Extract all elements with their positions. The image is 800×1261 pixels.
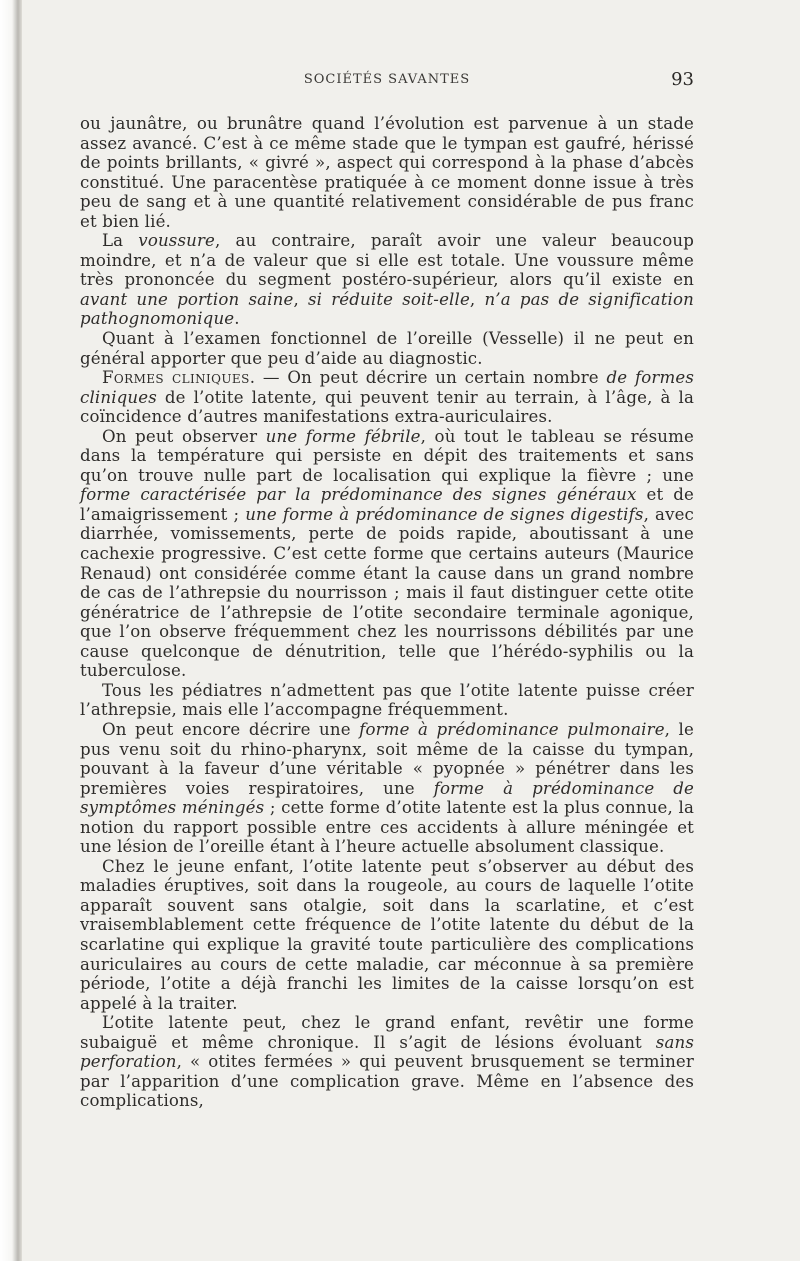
- italic-text: voussure: [138, 231, 216, 251]
- running-title: SOCIÉTÉS SAVANTES: [303, 72, 471, 87]
- text-run: .: [234, 309, 240, 329]
- italic-text: forme à prédominance de symptômes méningés: [80, 778, 695, 818]
- text-run: , au contraire, paraît avoir une valeur beaucoup moindre, et n’a de valeur que si elle est totale. Une voussure même très prononcée du segment postéro-supérieur, alors qu’il existe en: [80, 231, 694, 290]
- text-run: , avec diarrhée, vomissements, perte de poids rapide, aboutissant à une cachexie progressive. C’est cette forme que certains auteurs (Maurice Renaud) ont considérée comme étant la cause dans un grand nombre de cas de l’athrepsie du nourrisson ; mais il faut distinguer cette otite génératrice de l’athrepsie de l’otite secondaire terminale agonique, que l’on observe fréquemment chez les nourrissons débilités par une cause quelconque de dénutrition, telle que l’hérédo-syphilis ou la tuberculose.: [80, 504, 695, 681]
- section-heading-smallcaps: Formes cliniques: [102, 368, 250, 388]
- paragraph-p5: [80, 427, 694, 681]
- paragraph-p2: [80, 231, 694, 329]
- italic-text: une forme à prédominance de signes digestifs: [245, 504, 644, 524]
- text-run: On peut observer: [102, 426, 266, 446]
- paragraph-p8: [80, 857, 694, 1013]
- text-run: La: [102, 231, 139, 251]
- paragraph-p6: [80, 681, 694, 720]
- italic-text: si réduite soit-elle: [307, 289, 470, 309]
- text-run: On peut encore décrire une: [102, 719, 360, 739]
- text-run: , où tout le tableau se résume dans la température qui persiste en dépit des traitements et sans qu’on trouve nulle part de localisation qui explique la fièvre ; une: [80, 426, 694, 485]
- text-run: . — On peut décrire un certain nombre: [249, 368, 607, 388]
- paragraph-p4: [80, 368, 694, 427]
- italic-text: avant une portion saine: [80, 289, 294, 309]
- italic-text: forme caractérisée par la prédominance des signes généraux: [80, 485, 637, 505]
- text-run: L’otite latente peut, chez le grand enfant, revêtir une forme subaiguë et même chronique. Il s’agit de lésions évoluant: [80, 1013, 694, 1052]
- text-run: et de l’amaigrissement ;: [80, 485, 694, 524]
- paragraph-p3: [80, 329, 694, 368]
- body-text: [80, 114, 694, 1111]
- page-number: 93: [671, 69, 694, 90]
- text-run: ; cette forme d’otite latente est la plus connue, la notion du rapport possible entre ces accidents à allure méningée et une lésion de l’oreille étant à l’heure actuelle absolument classique.: [80, 798, 694, 857]
- text-run: Tous les pédiatres n’admettent pas que l’otite latente puisse créer l’athrepsie, mais elle l’accompagne fréquemment.: [80, 680, 694, 720]
- italic-text: n’a pas de signification pathognomonique: [80, 289, 694, 329]
- italic-text: une forme fébrile: [265, 426, 421, 446]
- text-run: , « otites fermées » qui peuvent brusquement se terminer par l’apparition d’une complication grave. Même en l’absence des complications,: [80, 1052, 694, 1111]
- text-run: Chez le jeune enfant, l’otite latente peut s’observer au début des maladies éruptives, soit dans la rougeole, au cours de laquelle l’otite apparaît souvent sans otalgie, soit dans la scarlatine, et c’est vraisemblablement cette fréquence de l’otite latente du début de la scarlatine qui explique la gravité toute particulière des complications auriculaires au cours de cette maladie, car méconnue à sa première période, l’otite a déjà franchi les limites de la caisse lorsqu’on est appelé à la traiter.: [80, 856, 694, 1013]
- italic-text: sans perforation: [80, 1032, 694, 1072]
- text-run: de l’otite latente, qui peuvent tenir au terrain, à l’âge, à la coïncidence d’autres manifestations extra-auriculaires.: [80, 387, 694, 427]
- paragraph-p7: [80, 720, 694, 857]
- text-run: , le pus venu soit du rhino-pharynx, soit même de la caisse du tympan, pouvant à la faveur d’une véritable « pyopnée » pénétrer dans les premières voies respiratoires, une: [80, 719, 694, 798]
- text-run: ,: [293, 289, 308, 309]
- text-run: Quant à l’examen fonctionnel de l’oreille (Vesselle) il ne peut en général apporter que peu d’aide au diagnostic.: [80, 329, 694, 368]
- paragraph-p1: [80, 114, 694, 231]
- text-run: ou jaunâtre, ou brunâtre quand l’évolution est parvenue à un stade assez avancé. C’est à ce même stade que le tympan est gaufré, hérissé de points brillants, « givré », aspect qui correspond à la phase d’abcès constitué. Une paracentèse pratiquée à ce moment donne issue à très peu de sang et à une quantité relativement considérable de pus franc et bien lié.: [80, 114, 694, 231]
- text-run: ,: [469, 289, 485, 309]
- italic-text: de formes cliniques: [80, 368, 694, 407]
- running-header: [80, 69, 694, 94]
- italic-text: forme à prédominance pulmonaire: [359, 719, 665, 739]
- paragraph-p9: [80, 1013, 694, 1111]
- book-binding-edge: [0, 0, 22, 1261]
